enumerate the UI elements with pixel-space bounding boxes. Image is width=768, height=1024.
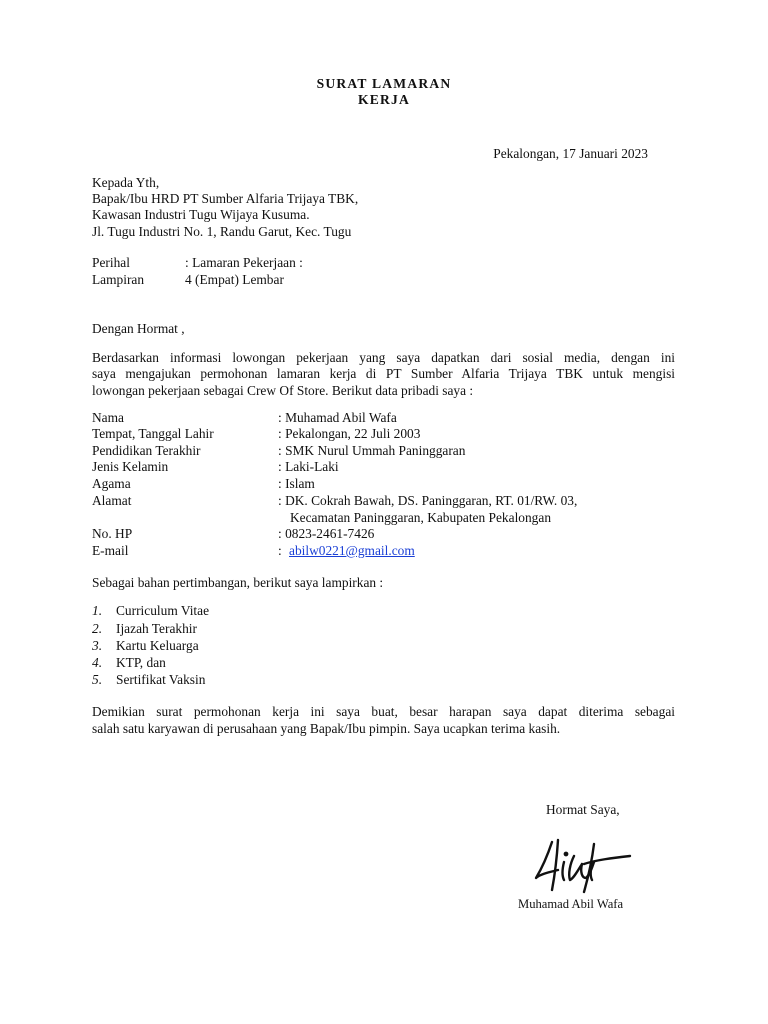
email-label: E-mail (92, 543, 129, 558)
nama-label: Nama (92, 410, 124, 425)
ttl-label: Tempat, Tanggal Lahir (92, 426, 214, 441)
intro-line: lowongan pekerjaan sebagai Crew Of Store. Berikut data pribadi saya : (92, 383, 474, 398)
pendidikan-value: : SMK Nurul Ummah Paninggaran (278, 443, 466, 458)
nama-value: : Muhamad Abil Wafa (278, 410, 397, 425)
place-date: Pekalongan, 17 Januari 2023 (493, 146, 648, 161)
intro-line: saya mengajukan permohonan lamaran kerja di PT Sumber Alfaria Trijaya TBK untuk mengisi (92, 366, 675, 381)
attachment-number: 2. (92, 621, 103, 636)
closing-line: salah satu karyawan di perusahaan yang Bapak/Ibu pimpin. Saya ucapkan terima kasih. (92, 721, 561, 736)
attachment-number: 4. (92, 655, 103, 670)
perihal-value: : Lamaran Pekerjaan : (185, 255, 303, 270)
agama-value: : Islam (278, 476, 315, 491)
jenis-kelamin-label: Jenis Kelamin (92, 459, 169, 474)
recipient-line: Jl. Tugu Industri No. 1, Randu Garut, Kec. Tugu (92, 224, 352, 239)
recipient-line: Kawasan Industri Tugu Wijaya Kusuma. (92, 207, 310, 222)
recipient-line: Bapak/Ibu HRD PT Sumber Alfaria Trijaya TBK, (92, 191, 359, 206)
lampiran-value: 4 (Empat) Lembar (185, 272, 284, 287)
hp-value: : 0823-2461-7426 (278, 526, 375, 541)
attachment-item: Sertifikat Vaksin (116, 672, 206, 687)
signer-name: Muhamad Abil Wafa (518, 897, 624, 911)
handwritten-signature (530, 834, 640, 896)
attachments-intro: Sebagai bahan pertimbangan, berikut saya lampirkan : (92, 575, 384, 590)
email-colon: : (278, 543, 282, 558)
recipient-line: Kepada Yth, (92, 175, 160, 190)
closing-line: Demikian surat permohonan kerja ini saya buat, besar harapan saya dapat diterima sebagai (92, 704, 675, 719)
pendidikan-label: Pendidikan Terakhir (92, 443, 201, 458)
alamat-value: : DK. Cokrah Bawah, DS. Paninggaran, RT. 01/RW. 03, (278, 493, 578, 508)
signoff: Hormat Saya, (546, 802, 620, 817)
greeting: Dengan Hormat , (92, 321, 185, 336)
alamat-value-cont: Kecamatan Paninggaran, Kabupaten Pekalongan (290, 510, 552, 525)
agama-label: Agama (92, 476, 131, 491)
attachment-number: 5. (92, 672, 103, 687)
hp-label: No. HP (92, 526, 133, 541)
intro-line: Berdasarkan informasi lowongan pekerjaan yang saya dapatkan dari sosial media, dengan ini (92, 350, 675, 365)
lampiran-label: Lampiran (92, 272, 145, 287)
ttl-value: : Pekalongan, 22 Juli 2003 (278, 426, 421, 441)
attachment-item: KTP, dan (116, 655, 166, 670)
alamat-label: Alamat (92, 493, 132, 508)
attachment-item: Ijazah Terakhir (116, 621, 197, 636)
attachment-item: Curriculum Vitae (116, 603, 210, 618)
attachment-number: 1. (92, 603, 103, 618)
attachment-item: Kartu Keluarga (116, 638, 199, 653)
letter-title-line2: KERJA (357, 92, 411, 107)
letter-title-line1: SURAT LAMARAN (316, 76, 452, 91)
attachment-number: 3. (92, 638, 103, 653)
perihal-label: Perihal (92, 255, 130, 270)
jenis-kelamin-value: : Laki-Laki (278, 459, 339, 474)
email-link[interactable]: abilw0221@gmail.com (289, 543, 415, 558)
